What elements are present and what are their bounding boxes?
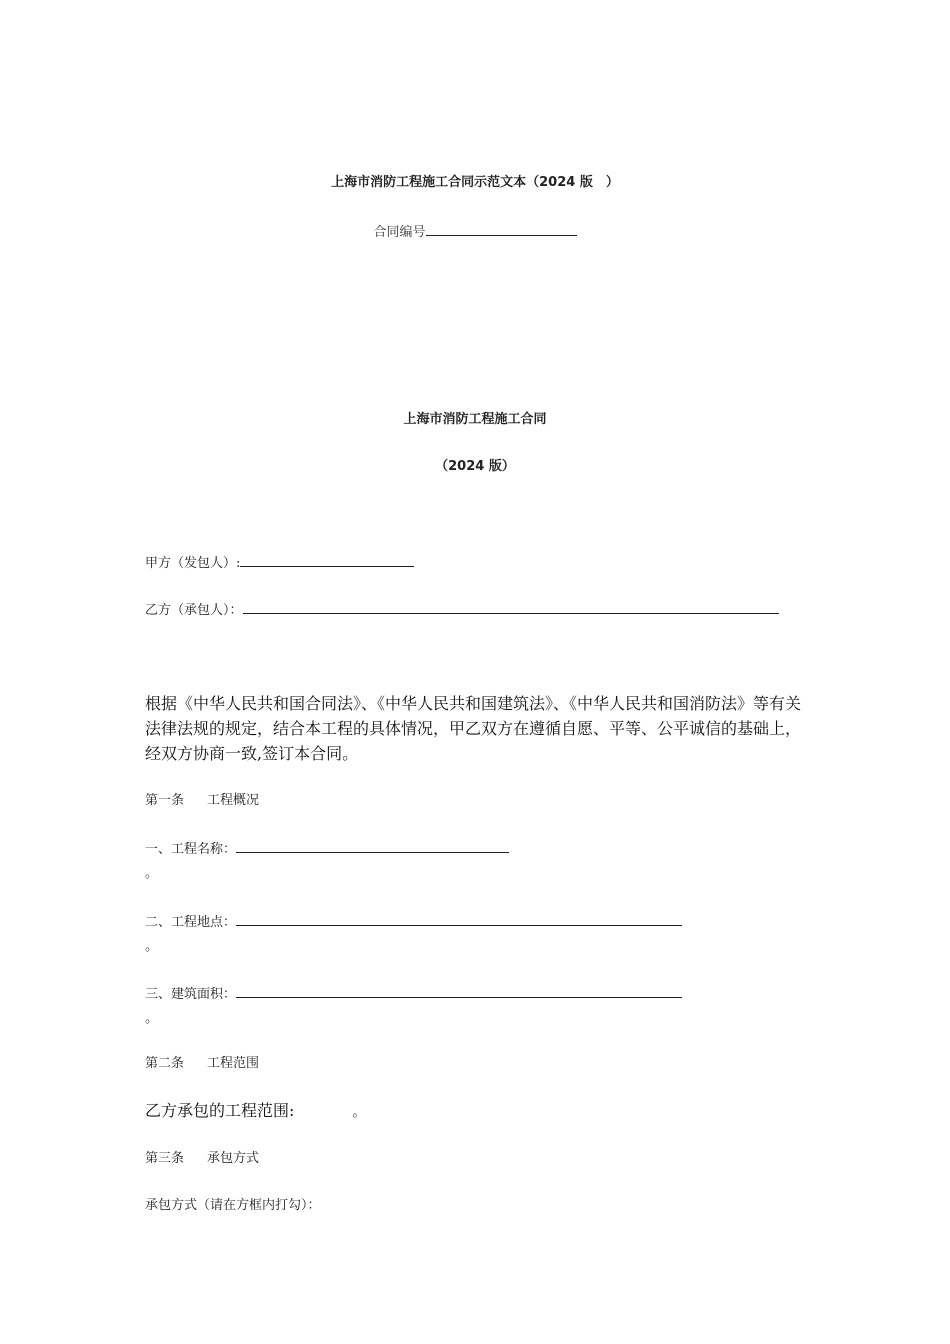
party-b-blank[interactable] <box>243 600 779 614</box>
contract-number-field <box>0 222 950 242</box>
contract-number-blank[interactable] <box>426 222 577 236</box>
project-location-label: 二、工程地点： <box>145 915 237 930</box>
project-location-end-mark: 。 <box>145 939 159 954</box>
party-b-label: 乙方（承包人）： <box>145 603 243 618</box>
contract-heading: 上海市消防工程施工合同 <box>403 412 547 427</box>
building-area-field <box>145 984 682 1004</box>
article-2-number: 第二条 <box>145 1056 185 1071</box>
building-area-end-mark: 。 <box>145 1011 159 1026</box>
party-a-blank[interactable] <box>240 553 414 567</box>
article-3-number: 第三条 <box>145 1151 185 1166</box>
contract-number-label: 合同编号 <box>373 225 426 240</box>
project-name-blank[interactable] <box>236 839 509 853</box>
party-b-field <box>145 600 779 620</box>
scope-end-mark: 。 <box>352 1105 366 1120</box>
article-2-title: 工程范围 <box>207 1056 260 1071</box>
scope-field <box>145 1100 365 1124</box>
project-name-label: 一、工程名称： <box>145 842 237 857</box>
project-location-blank[interactable] <box>236 912 682 926</box>
party-a-field <box>145 553 414 573</box>
project-name-end-mark: 。 <box>145 866 159 881</box>
article-3-title: 承包方式 <box>207 1151 260 1166</box>
project-location-field <box>145 912 682 932</box>
building-area-blank[interactable] <box>236 984 682 998</box>
article-2-heading <box>145 1055 259 1073</box>
article-1-number: 第一条 <box>145 793 185 808</box>
cover-title: 上海市消防工程施工合同示范文本（2024 版 ） <box>331 175 619 190</box>
project-name-field <box>145 839 509 859</box>
article-1-heading <box>145 792 259 810</box>
contract-edition: （2024 版） <box>435 459 515 474</box>
article-3-heading <box>145 1150 259 1168</box>
article-1-title: 工程概况 <box>207 793 260 808</box>
preamble-paragraph: 根据《中华人民共和国合同法》、《中华人民共和国建筑法》、《中华人民共和国消防法》等有关法律法规的规定，结合本工程的具体情况，甲乙双方在遵循自愿、平等、公平诚信的基础上，经双方协商一致,签订本合同。 <box>145 694 802 763</box>
party-a-label: 甲方（发包人）: <box>145 556 241 571</box>
building-area-label: 三、建筑面积： <box>145 987 237 1002</box>
contract-method-label: 承包方式（请在方框内打勾）： <box>145 1198 321 1213</box>
scope-label: 乙方承包的工程范围: <box>145 1101 295 1120</box>
